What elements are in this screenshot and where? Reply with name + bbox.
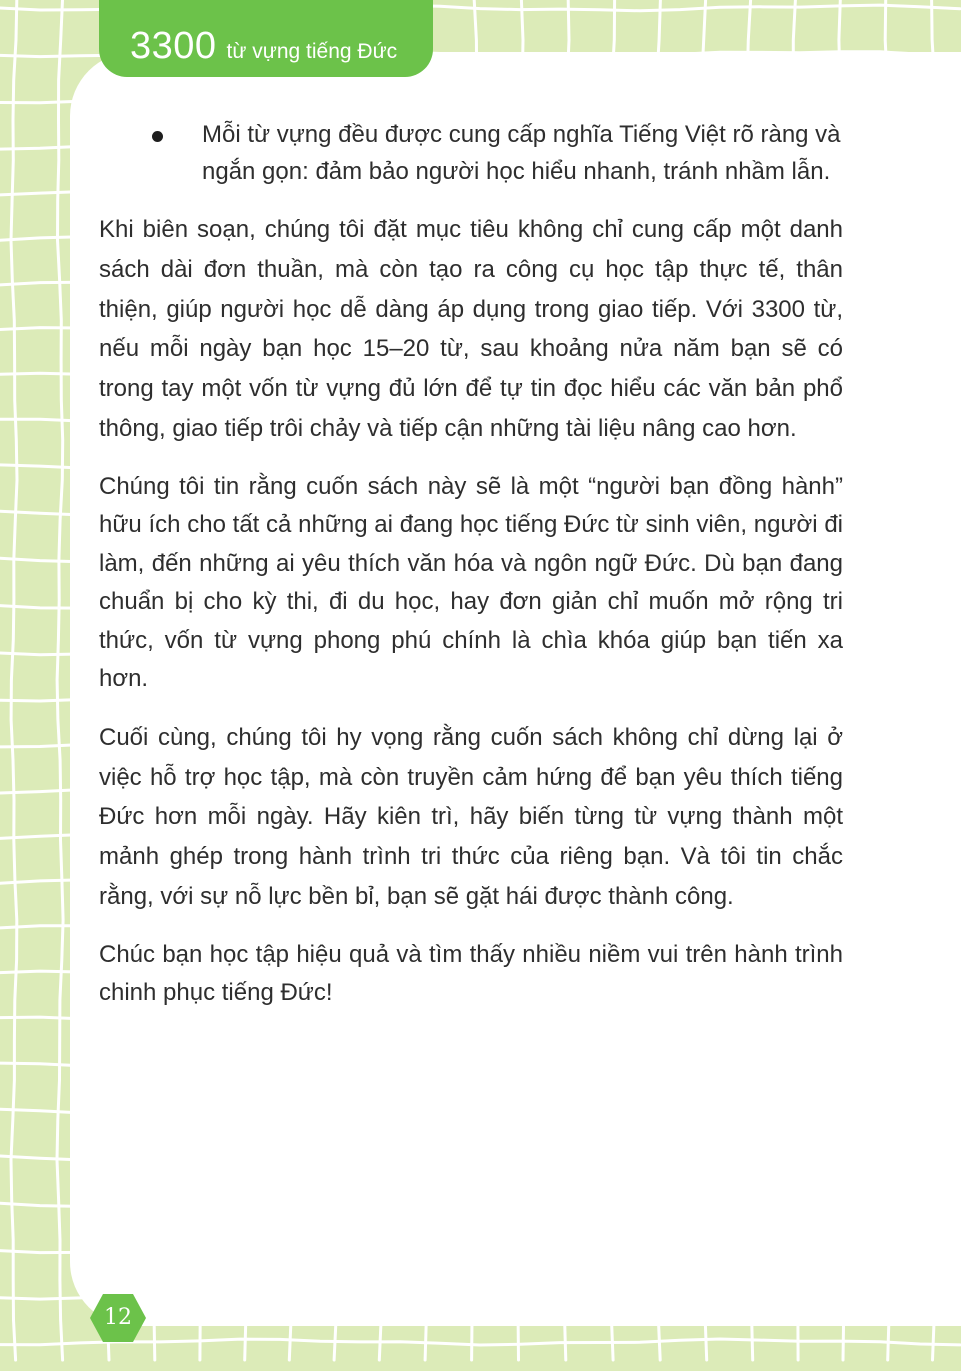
paragraph-intro: Khi biên soạn, chúng tôi đặt mục tiêu không chỉ cung cấp một danh sách dài đơn thuần, mà còn tạo ra công cụ học tập thực tế, thân thiện, giúp người học dễ dàng áp dụng trong giao tiếp. Với 3300 từ, nếu mỗi ngày bạn học 15–20 từ, sau khoảng nửa năm bạn sẽ có trong tay một vốn từ vựng đủ lớn để tự tin đọc hiểu các văn bản phổ thông, giao tiếp trôi chảy và tiếp cận những tài liệu nâng cao hơn.: [99, 216, 843, 442]
page-number: 12: [104, 1305, 132, 1330]
header-tab: [99, 0, 433, 77]
paragraph-companion: Chúng tôi tin rằng cuốn sách này sẽ là một “người bạn đồng hành” hữu ích cho tất cả những ai đang học tiếng Đức từ sinh viên, người đi làm, đến những ai yêu thích văn hóa và ngôn ngữ Đức. Dù bạn đang chuẩn bị cho kỳ thi, đi du học, hay đơn giản chỉ muốn mở rộng tri thức, vốn từ vựng phong phú chính là chìa khóa giúp bạn tiến xa hơn.: [99, 472, 843, 693]
bullet-text: Mỗi từ vựng đều được cung cấp nghĩa Tiếng Việt rõ ràng và ngắn gọn: đảm bảo người học hiểu nhanh, tránh nhầm lẫn.: [202, 121, 841, 185]
page-content: [99, 116, 843, 1032]
header-number: 3300: [130, 25, 217, 67]
bullet-dot-icon: [152, 131, 163, 142]
header-title: từ vựng tiếng Đức: [226, 40, 398, 63]
paragraph-closing: Chúc bạn học tập hiệu quả và tìm thấy nhiều niềm vui trên hành trình chinh phục tiếng Đức!: [99, 940, 843, 1007]
paragraph-hope: Cuối cùng, chúng tôi hy vọng rằng cuốn sách không chỉ dừng lại ở việc hỗ trợ học tập, mà còn truyền cảm hứng để bạn yêu thích tiếng Đức hơn mỗi ngày. Hãy kiên trì, hãy biến từng từ vựng thành một mảnh ghép trong hành trình tri thức của riêng bạn. Và tôi tin chắc rằng, với sự nỗ lực bền bỉ, bạn sẽ gặt hái được thành công.: [99, 723, 843, 910]
grid-line-vertical: [57, 0, 63, 1360]
bullet-item: [99, 116, 843, 190]
